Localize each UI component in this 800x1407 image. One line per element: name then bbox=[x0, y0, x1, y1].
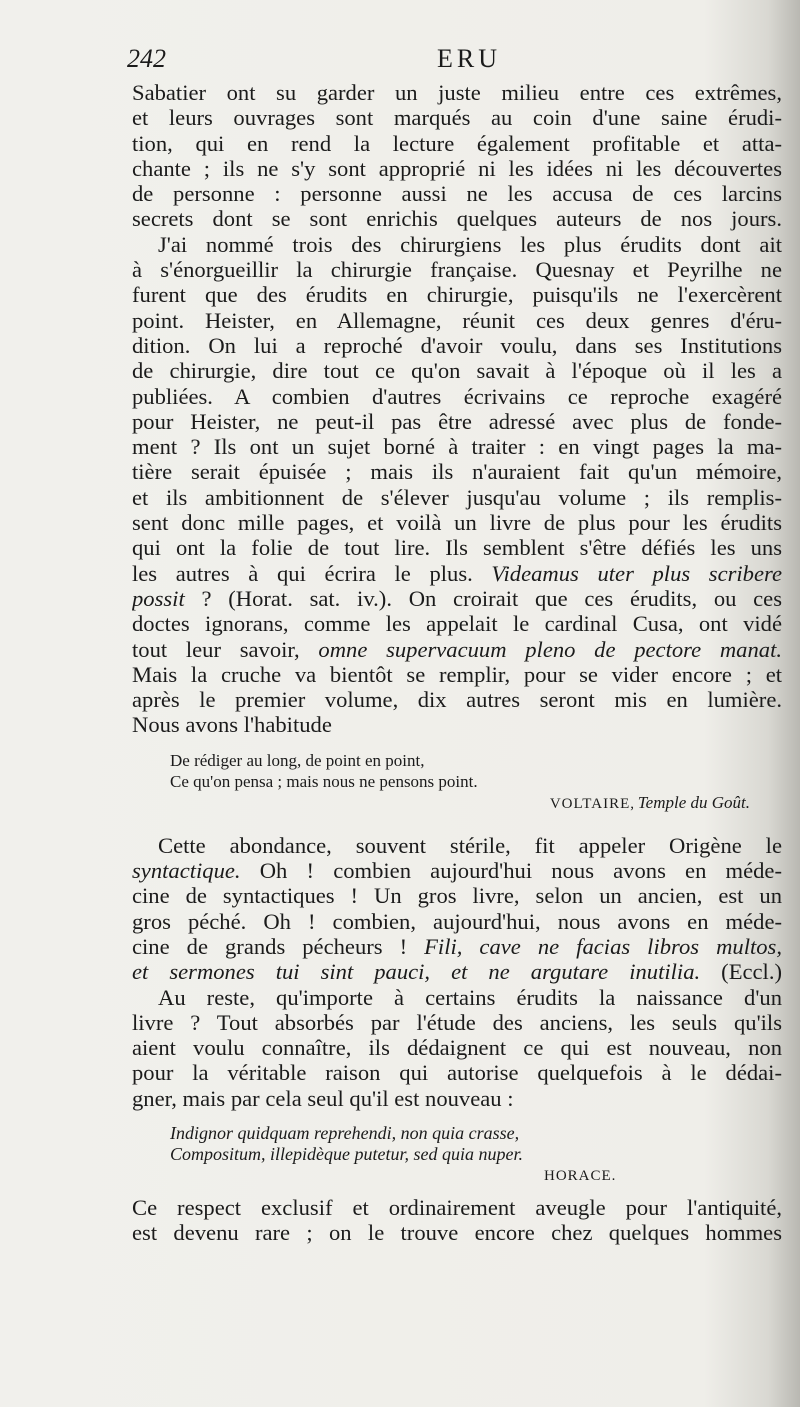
text-line: Sabatier ont su garder un juste milieu entre ces extrêmes, bbox=[132, 80, 782, 105]
text-line: pour Heister, ne peut-il pas être adressé avec plus de fonde- bbox=[132, 408, 782, 434]
text-line: J'ai nommé trois des chirurgiens les plus érudits dont ait bbox=[158, 231, 782, 257]
verse-line: Ce qu'on pensa ; mais nous ne pensons point. bbox=[170, 771, 478, 791]
verse-attribution: HORACE. bbox=[544, 1167, 617, 1184]
page-number: 242 bbox=[127, 44, 166, 73]
text-line bbox=[132, 561, 782, 586]
text-line: et ils ambitionnent de s'élever jusqu'au volume ; ils remplis- bbox=[132, 484, 782, 510]
paragraph-abondance bbox=[132, 833, 782, 985]
latin-quote: Videamus uter plus scribere bbox=[491, 560, 782, 586]
text-line: furent que des érudits en chirurgie, puisqu'ils ne l'exercèrent bbox=[132, 282, 782, 308]
verse-quote-voltaire bbox=[132, 750, 782, 815]
verse-attribution bbox=[132, 792, 782, 815]
text-line: à s'énorgueillir la chirurgie française. Quesnay et Peyrilhe ne bbox=[132, 257, 782, 283]
verse-line: Compositum, illepidèque putetur, sed quia nuper. bbox=[170, 1143, 523, 1164]
page-body bbox=[132, 80, 782, 1246]
text-line: gner, mais par cela seul qu'il est nouveau : bbox=[132, 1085, 514, 1111]
text-line: Cette abondance, souvent stérile, fit appeler Origène le bbox=[158, 832, 782, 858]
text-line bbox=[132, 959, 782, 984]
text-line: gros péché. Oh ! combien, aujourd'hui, nous avons en méde- bbox=[132, 908, 782, 934]
text-line: doctes ignorans, comme les appelait le cardinal Cusa, ont vidé bbox=[132, 611, 782, 637]
italic-term: syntactique. bbox=[132, 858, 241, 884]
text-line: secrets dont se sont enrichis quelques auteurs de nos jours. bbox=[132, 206, 782, 232]
text-line: chante ; ils ne s'y sont approprié ni les idées ni les découvertes bbox=[132, 155, 782, 181]
text-line bbox=[132, 858, 782, 883]
text-line: Ce respect exclusif et ordinairement aveugle pour l'antiquité, bbox=[132, 1194, 782, 1220]
latin-quote: omne supervacuum pleno de pectore manat. bbox=[318, 636, 782, 662]
paragraph-sabatier bbox=[132, 80, 782, 232]
text-run: Oh ! combien aujourd'hui nous avons en méde- bbox=[240, 858, 782, 884]
text-line: dition. On lui a reproché d'avoir voulu, dans ses Institutions bbox=[132, 332, 782, 358]
text-line: tion, qui en rend la lecture également profitable et atta- bbox=[132, 130, 782, 156]
latin-quote: possit bbox=[132, 585, 185, 611]
text-line: de chirurgie, dire tout ce qu'on savait à l'époque où il les a bbox=[132, 358, 782, 384]
text-run: tout leur savoir, bbox=[132, 636, 319, 662]
latin-quote: Fili, cave ne facias libros multos, bbox=[424, 933, 782, 959]
text-line: pour la véritable raison qui autorise quelquefois à le dédai- bbox=[132, 1060, 782, 1086]
text-line: Au reste, qu'importe à certains érudits la naissance d'un bbox=[158, 984, 782, 1010]
attribution-sep: , bbox=[630, 795, 638, 812]
text-line: Mais la cruche va bientôt se remplir, pour se vider encore ; et bbox=[132, 661, 782, 687]
text-line: Nous avons l'habitude bbox=[132, 712, 332, 738]
text-line: sent donc mille pages, et voilà un livre de plus pour les érudits bbox=[132, 510, 782, 536]
running-head: ERU bbox=[437, 44, 501, 73]
verse-line: De rédiger au long, de point en point, bbox=[170, 750, 425, 770]
text-run: (Eccl.) bbox=[700, 959, 782, 985]
paragraph-erudits bbox=[132, 232, 782, 738]
text-line: après le premier volume, dix autres seront mis en lumière. bbox=[132, 687, 782, 713]
text-line: publiées. A combien d'autres écrivains ce reproche exagéré bbox=[132, 383, 782, 409]
text-line: point. Heister, en Allemagne, réunit ces deux genres d'éru- bbox=[132, 307, 782, 333]
text-line: qui ont la folie de tout lire. Ils semblent s'être défiés les uns bbox=[132, 535, 782, 561]
page-header bbox=[0, 44, 800, 80]
text-line: aient voulu connaître, ils dédaignent ce qui est nouveau, non bbox=[132, 1035, 782, 1061]
text-line: livre ? Tout absorbés par l'étude des anciens, les seuls qu'ils bbox=[132, 1009, 782, 1035]
latin-quote: et sermones tui sint pauci, et ne argutare inutilia. bbox=[132, 959, 701, 985]
text-run: ? (Horat. sat. iv.). On croirait que ces érudits, ou ces bbox=[184, 585, 782, 611]
text-line: tière serait épuisée ; mais ils n'auraient fait qu'un mémoire, bbox=[132, 459, 782, 485]
text-line bbox=[132, 637, 782, 662]
attribution-author: VOLTAIRE bbox=[549, 795, 631, 812]
text-line bbox=[132, 934, 782, 959]
text-line: de personne : personne aussi ne les accusa de ces larcins bbox=[132, 181, 782, 207]
text-run: cine de grands pécheurs ! bbox=[132, 933, 425, 959]
paragraph-respect bbox=[132, 1195, 782, 1246]
verse-quote-horace bbox=[132, 1123, 782, 1187]
verse-line: Indignor quidquam reprehendi, non quia crasse, bbox=[170, 1122, 520, 1143]
text-line: est devenu rare ; on le trouve encore chez quelques hommes bbox=[132, 1220, 782, 1246]
attribution-work: Temple du Goût. bbox=[637, 792, 750, 812]
text-run: les autres à qui écrira le plus. bbox=[132, 560, 492, 586]
text-line: ment ? Ils ont un sujet borné à traiter : en vingt pages la ma- bbox=[132, 434, 782, 460]
text-line: cine de syntactiques ! Un gros livre, selon un ancien, est un bbox=[132, 883, 782, 909]
paragraph-au-reste bbox=[132, 985, 782, 1111]
text-line bbox=[132, 586, 782, 611]
text-line: et leurs ouvrages sont marqués au coin d'une saine érudi- bbox=[132, 105, 782, 131]
